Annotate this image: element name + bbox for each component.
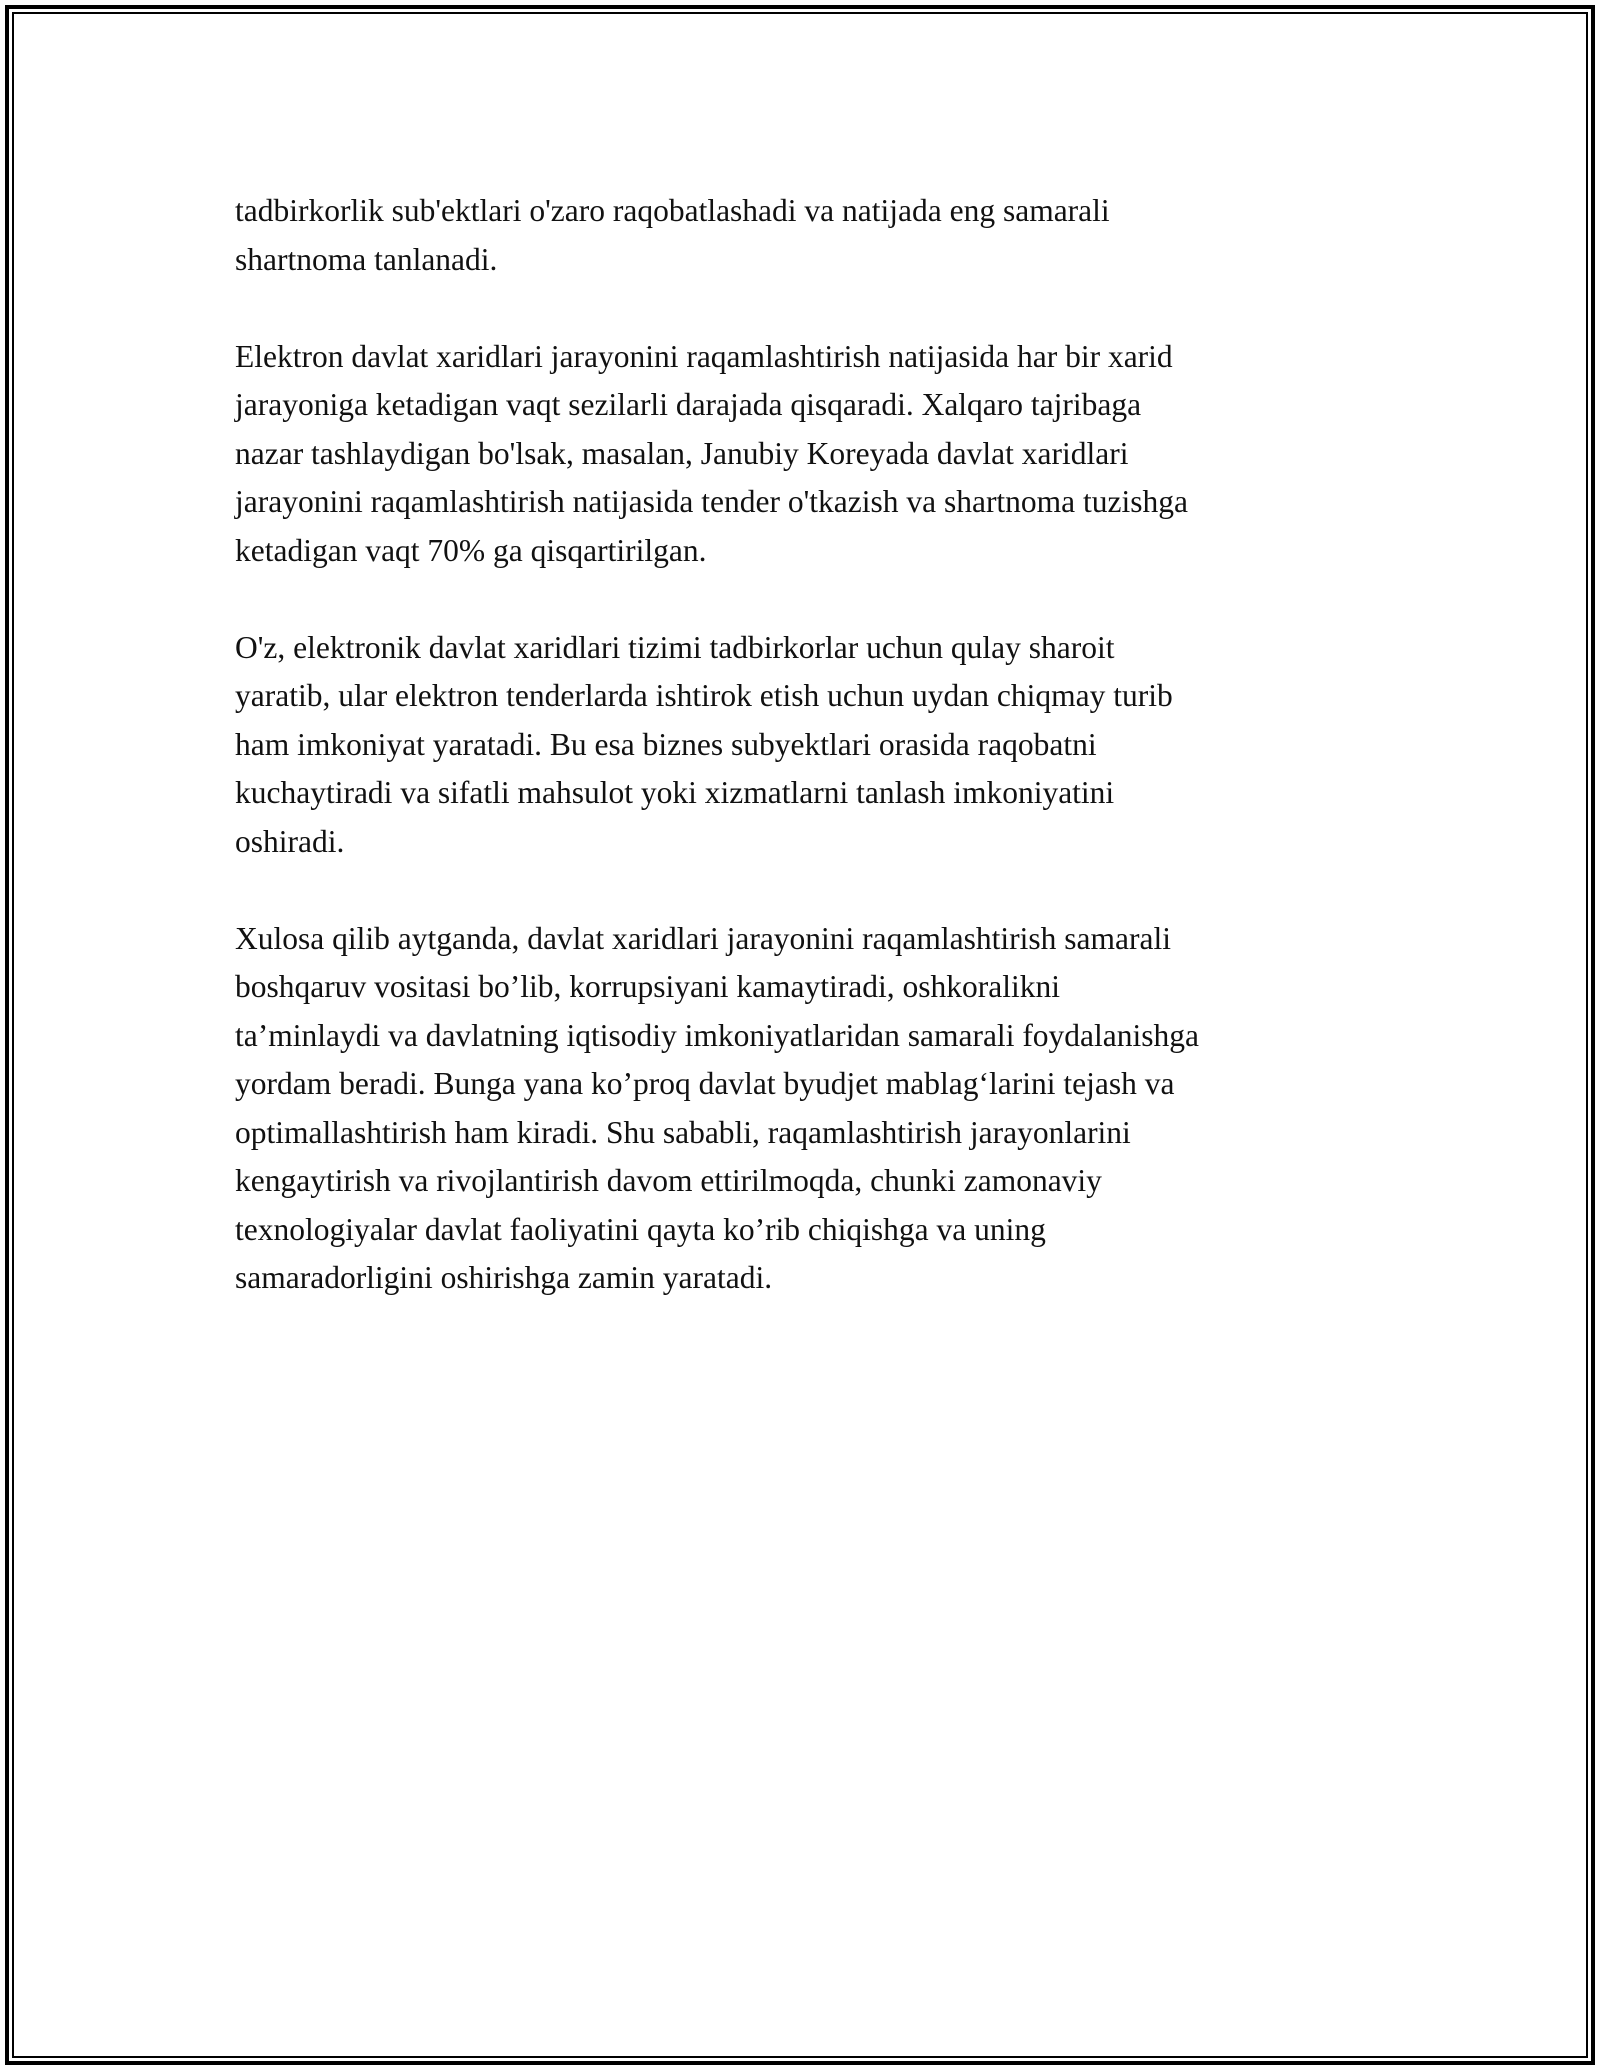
- text-line: ham imkoniyat yaratadi. Bu esa biznes subyektlari orasida raqobatni: [235, 726, 1097, 762]
- text-line: texnologiyalar davlat faoliyatini qayta ko’rib chiqishga va uning: [235, 1211, 1046, 1247]
- text-line: tadbirkorlik sub'ektlari o'zaro raqobatlashadi va natijada eng samarali: [235, 193, 1110, 228]
- text-line: oshiradi.: [235, 823, 345, 859]
- text-line: O'z, elektronik davlat xaridlari tizimi tadbirkorlar uchun qulay sharoit: [235, 629, 1115, 665]
- text-line: boshqaruv vositasi bo’lib, korrupsiyani kamaytiradi, oshkoralikni: [235, 969, 1060, 1004]
- text-line: yordam beradi. Bunga yana ko’proq davlat byudjet mablag‘larini tejash va: [235, 1066, 1175, 1101]
- text-line: kuchaytiradi va sifatli mahsulot yoki xizmatlarni tanlash imkoniyatini: [235, 775, 1115, 810]
- text-line: samaradorligini oshirishga zamin yaratadi.: [235, 1260, 773, 1295]
- paragraph-2: [235, 333, 1395, 576]
- text-line: jarayonini raqamlashtirish natijasida tender o'tkazish va shartnoma tuzishga: [235, 484, 1189, 519]
- paragraph-4: [235, 915, 1395, 1303]
- text-line: ketadigan vaqt 70% ga qisqartirilgan.: [235, 532, 707, 568]
- text-line: shartnoma tanlanadi.: [235, 241, 498, 277]
- text-line: Xulosa qilib aytganda, davlat xaridlari jarayonini raqamlashtirish samarali: [235, 920, 1171, 956]
- text-line: ta’minlaydi va davlatning iqtisodiy imkoniyatlaridan samarali foydalanishga: [235, 1017, 1200, 1053]
- text-line: Elektron davlat xaridlari jarayonini raqamlashtirish natijasida har bir xarid: [235, 338, 1173, 374]
- text-line: nazar tashlaydigan bo'lsak, masalan, Janubiy Koreyada davlat xaridlari: [235, 435, 1129, 471]
- text-line: jarayoniga ketadigan vaqt sezilarli darajada qisqaradi. Xalqaro tajribaga: [235, 387, 1142, 422]
- text-line: optimallashtirish ham kiradi. Shu sababli, raqamlashtirish jarayonlarini: [235, 1114, 1131, 1150]
- paragraph-3: [235, 624, 1395, 867]
- text-line: kengaytirish va rivojlantirish davom ettirilmoqda, chunki zamonaviy: [235, 1163, 1102, 1198]
- text-line: yaratib, ular elektron tenderlarda ishtirok etish uchun uydan chiqmay turib: [235, 678, 1173, 713]
- document-body: [235, 187, 1395, 1351]
- paragraph-1: [235, 187, 1395, 284]
